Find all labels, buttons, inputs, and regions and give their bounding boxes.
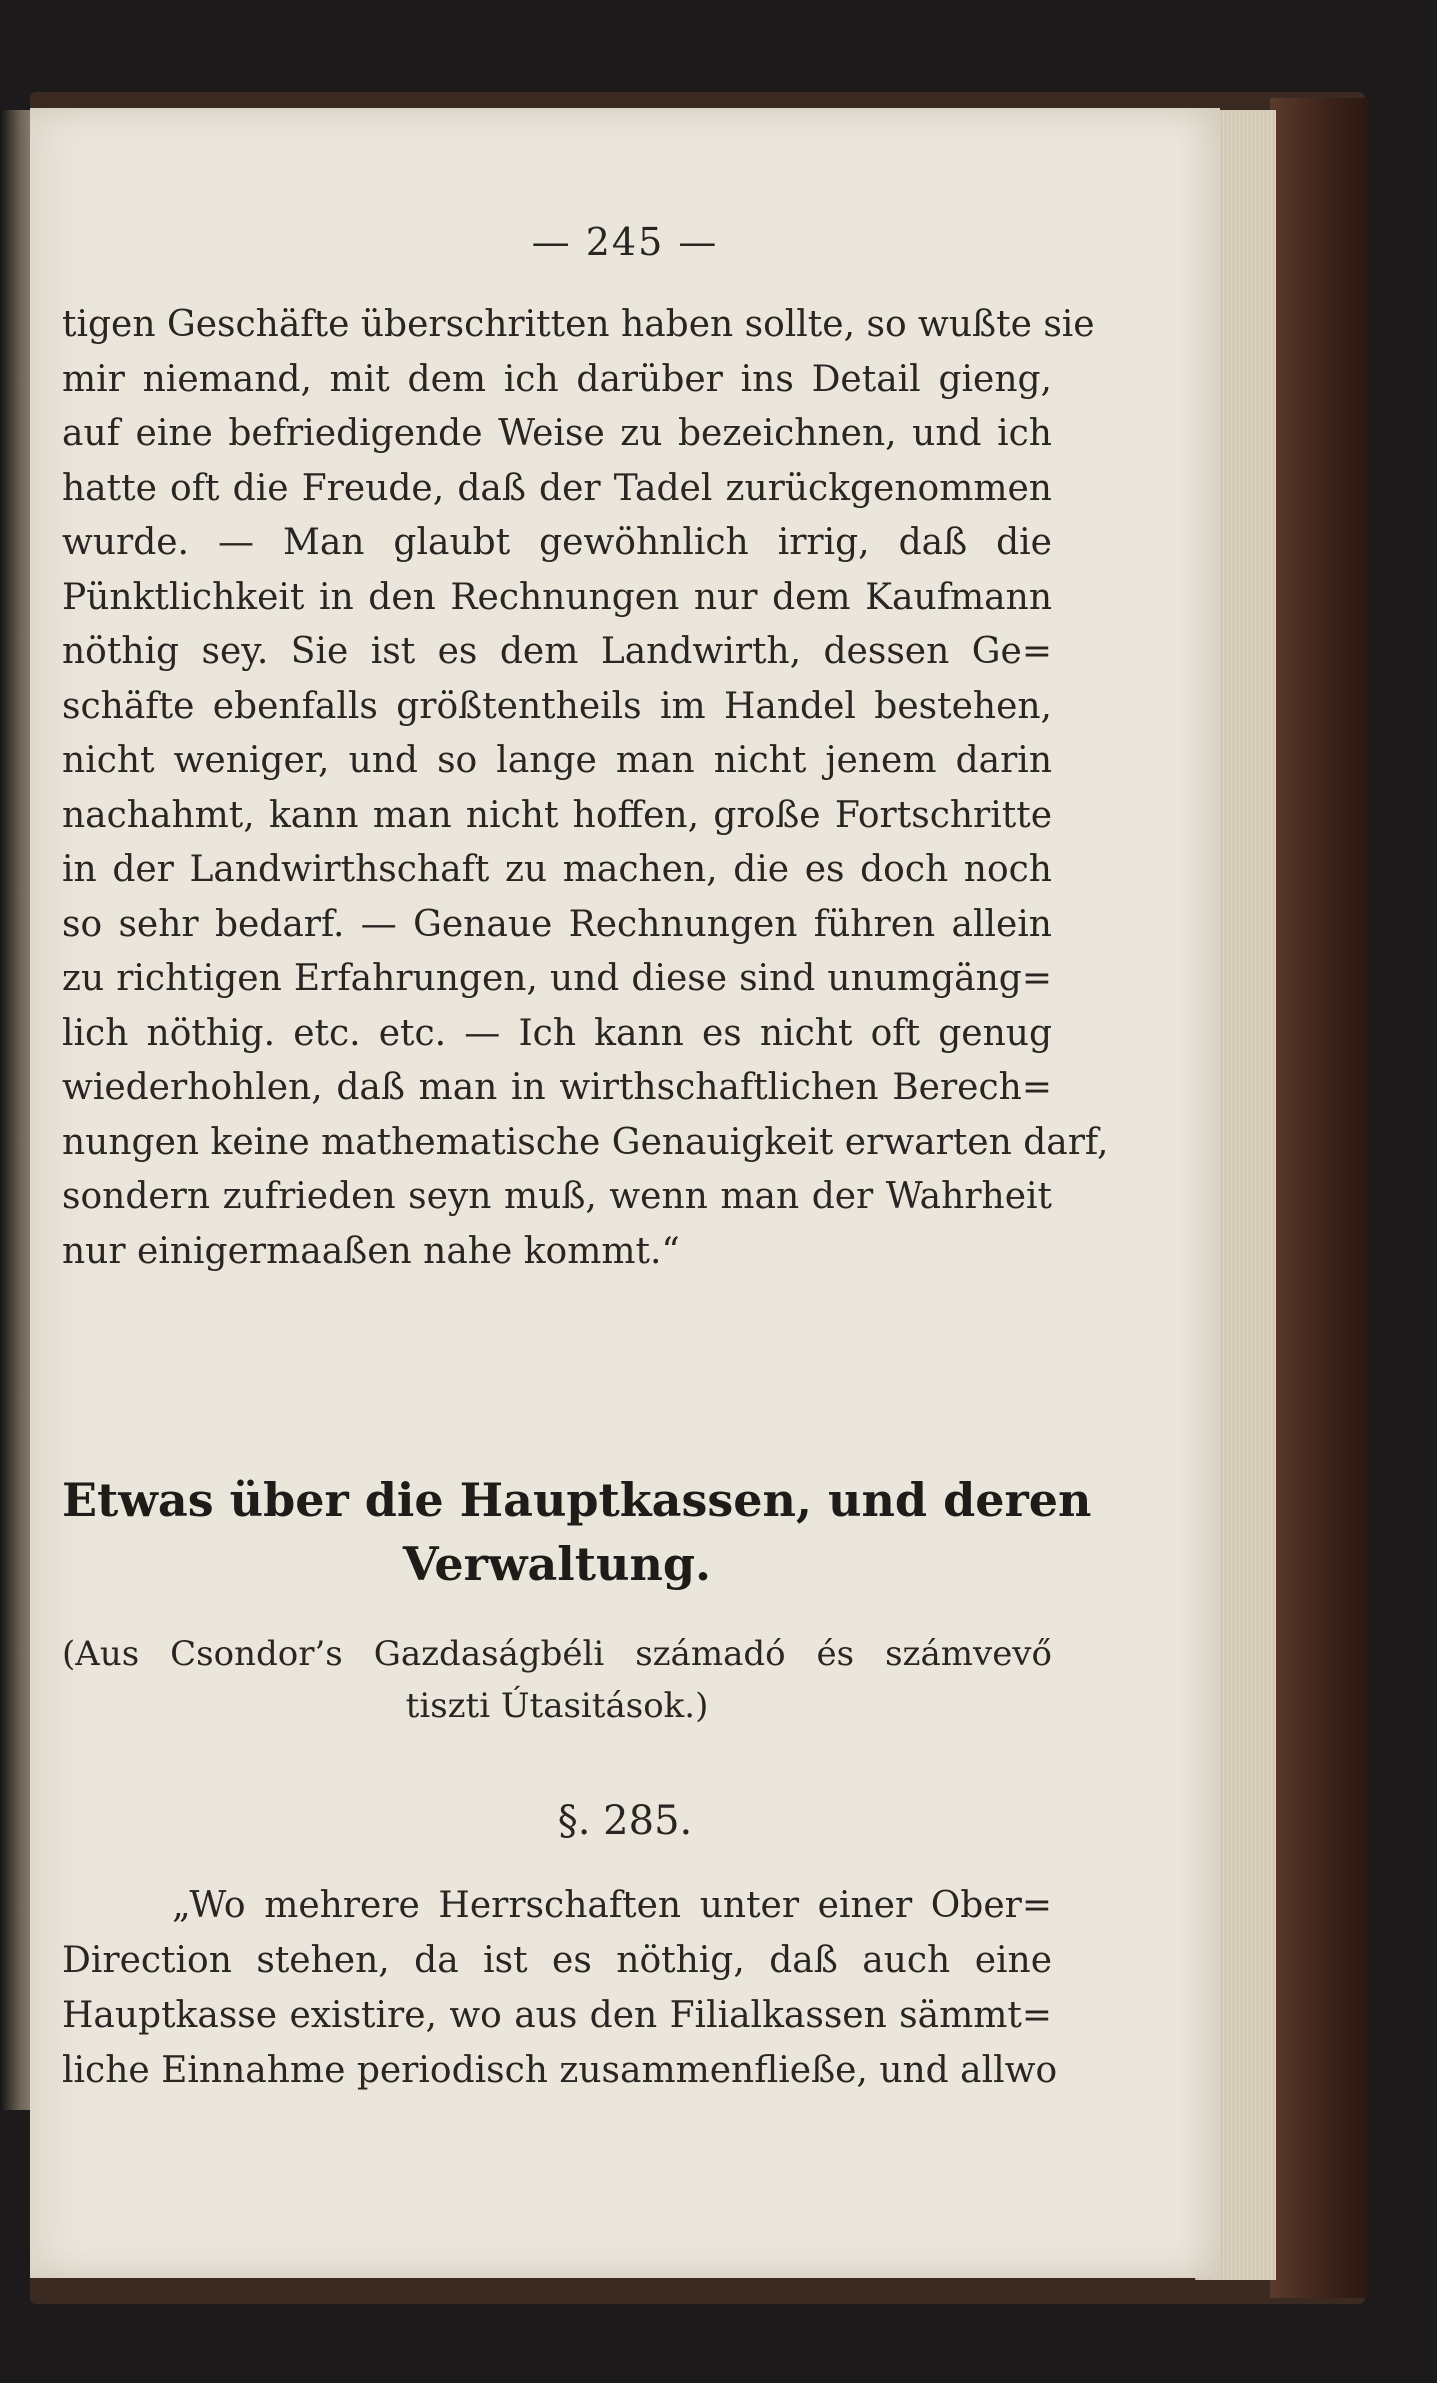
text-line: tigen Geschäfte überschritten haben sollte, so wußte sie xyxy=(62,304,1095,345)
book-page xyxy=(30,108,1220,2278)
citation-line: tiszti Útasitások.) xyxy=(405,1686,709,1726)
book-cover-edge xyxy=(1270,98,1370,2298)
source-citation xyxy=(62,1628,1052,1732)
section-heading xyxy=(62,1468,1092,1596)
text-line: so sehr bedarf. — Genaue Rechnungen führen allein xyxy=(62,903,1052,945)
heading-line: Verwaltung. xyxy=(402,1537,712,1591)
paragraph xyxy=(62,298,1109,1279)
text-line: wurde. — Man glaubt gewöhnlich irrig, daß die xyxy=(62,522,1052,563)
text-line: nöthig sey. Sie ist es dem Landwirth, dessen Ge= xyxy=(62,631,1052,672)
section-paragraph xyxy=(62,1878,1058,2098)
text-line: nungen keine mathematische Genauigkeit erwarten darf, xyxy=(62,1121,1109,1163)
text-line: Pünktlichkeit in den Rechnungen nur dem Kaufmann xyxy=(62,576,1052,618)
text-line: nachahmt, kann man nicht hoffen, große Fortschritte xyxy=(62,794,1052,836)
text-line: nicht weniger, und so lange man nicht jenem darin xyxy=(62,740,1052,781)
text-line: wiederhohlen, daß man in wirthschaftlichen Berech= xyxy=(62,1067,1052,1108)
citation-line: (Aus Csondor’s Gazdaságbéli számadó és számvevő xyxy=(62,1634,1052,1674)
text-line: hatte oft die Freude, daß der Tadel zurückgenommen xyxy=(62,467,1052,509)
page-number: — 245 — xyxy=(531,220,719,264)
text-line: mir niemand, mit dem ich darüber ins Detail gieng, xyxy=(62,358,1052,400)
text-line: schäfte ebenfalls größtentheils im Handel bestehen, xyxy=(62,685,1052,727)
facing-page-edge xyxy=(0,110,34,2110)
text-line: Direction stehen, da ist es nöthig, daß auch eine xyxy=(62,1940,1052,1981)
text-line: in der Landwirthschaft zu machen, die es doch noch xyxy=(62,849,1052,890)
text-line: liche Einnahme periodisch zusammenfließe, und allwo xyxy=(62,2050,1058,2091)
text-line: sondern zufrieden seyn muß, wenn man der Wahrheit xyxy=(62,1176,1052,1217)
heading-line: Etwas über die Hauptkassen, und deren xyxy=(62,1473,1092,1527)
text-line: lich nöthig. etc. etc. — Ich kann es nicht oft genug xyxy=(62,1012,1052,1054)
text-line: zu richtigen Erfahrungen, und diese sind unumgäng= xyxy=(62,958,1052,999)
section-number: §. 285. xyxy=(557,1798,693,1844)
text-line: nur einigermaaßen nahe kommt.“ xyxy=(62,1230,680,1272)
text-line: „Wo mehrere Herrschaften unter einer Ober= xyxy=(172,1885,1052,1926)
text-line: auf eine befriedigende Weise zu bezeichnen, und ich xyxy=(62,413,1052,454)
text-line: Hauptkasse existire, wo aus den Filialkassen sämmt= xyxy=(62,1995,1052,2036)
